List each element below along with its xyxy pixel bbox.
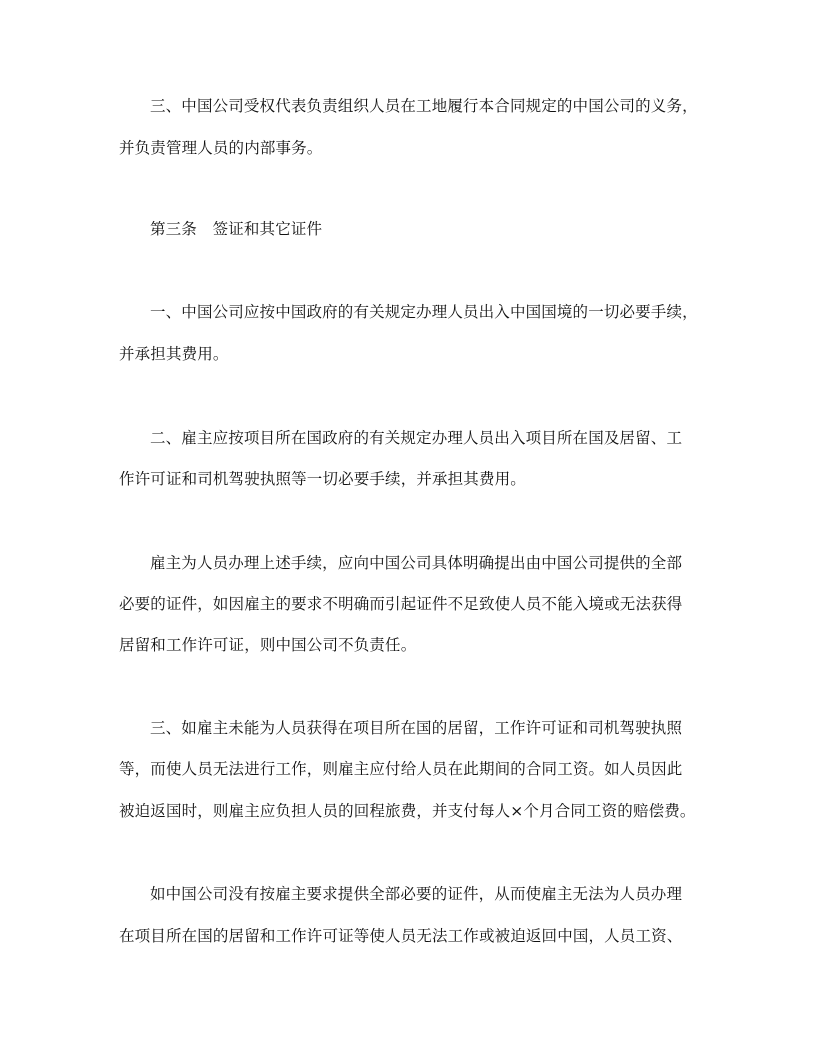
- article-3-heading: 第三条 签证和其它证件: [150, 220, 323, 238]
- clause-3-2-line-1: 二、雇主应按项目所在国政府的有关规定办理人员出入项目所在国及居留、工: [150, 429, 683, 447]
- clause-2-3-line-1: 三、中国公司受权代表负责组织人员在工地履行本合同规定的中国公司的义务，: [150, 97, 698, 115]
- clause-3-2-line-2: 作许可证和司机驾驶执照等一切必要手续，并承担其费用。: [119, 470, 526, 488]
- paragraph-china-company-line-1: 如中国公司没有按雇主要求提供全部必要的证件，从而使雇主无法为人员办理: [150, 885, 683, 903]
- paragraph-china-company-line-2: 在项目所在国的居留和工作许可证等使人员无法工作或被迫返回中国，人员工资、: [119, 927, 683, 945]
- clause-3-3-line-3: 被迫返国时，则雇主应负担人员的回程旅费，并支付每人×个月合同工资的赔偿费。: [119, 802, 696, 820]
- clause-3-3-line-2: 等，而使人员无法进行工作，则雇主应付给人员在此期间的合同工资。如人员因此: [119, 760, 683, 778]
- clause-2-3-line-2: 并负责管理人员的内部事务。: [119, 139, 323, 157]
- paragraph-employer-line-2: 必要的证件，如因雇主的要求不明确而引起证件不足致使人员不能入境或无法获得: [119, 595, 683, 613]
- paragraph-employer-line-1: 雇主为人员办理上述手续，应向中国公司具体明确提出由中国公司提供的全部: [150, 554, 683, 572]
- clause-3-3-line-1: 三、如雇主未能为人员获得在项目所在国的居留，工作许可证和司机驾驶执照: [150, 719, 683, 737]
- clause-3-1-line-1: 一、中国公司应按中国政府的有关规定办理人员出入中国国境的一切必要手续，: [150, 303, 698, 321]
- paragraph-employer-line-3: 居留和工作许可证，则中国公司不负责任。: [119, 636, 417, 654]
- clause-3-1-line-2: 并承担其费用。: [119, 345, 229, 363]
